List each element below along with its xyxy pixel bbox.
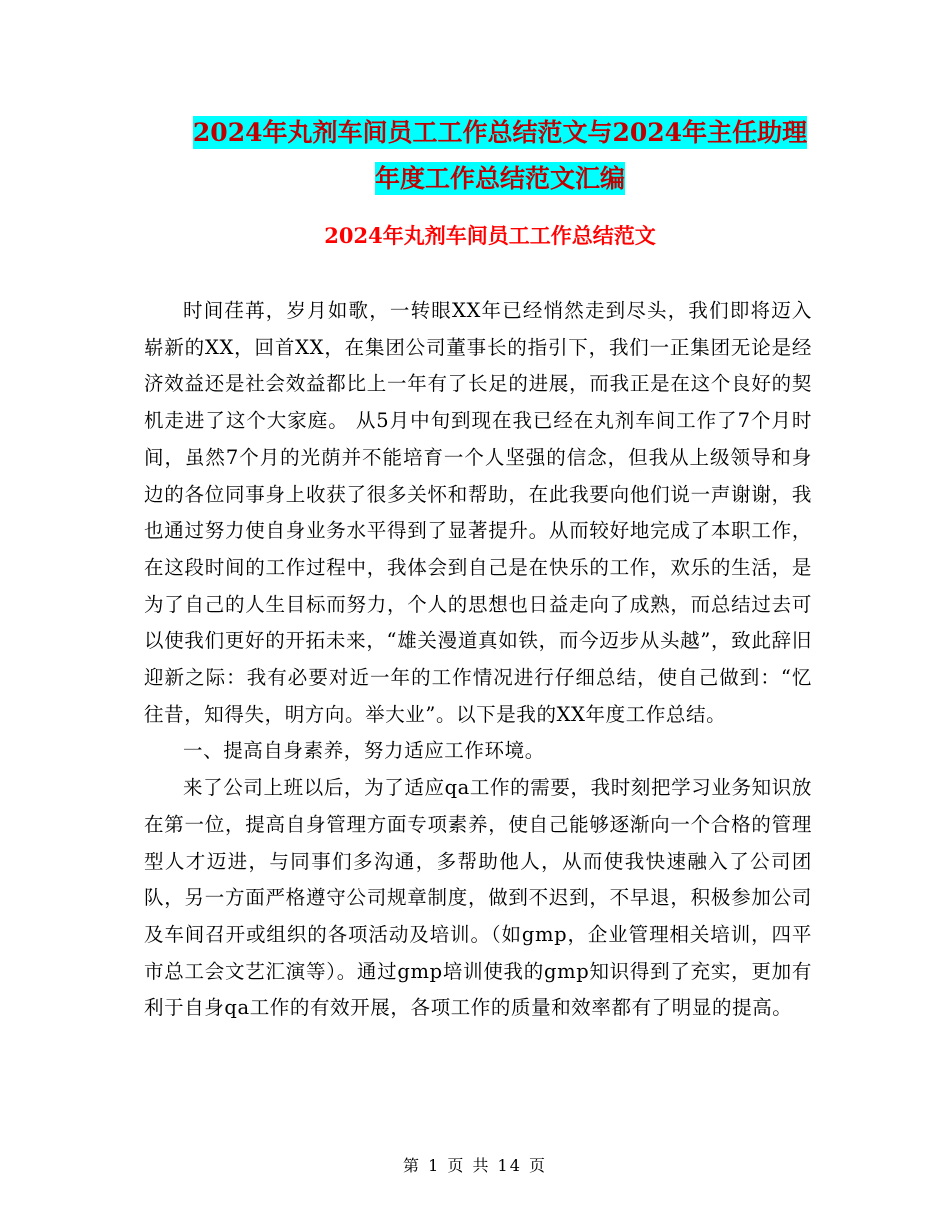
title-line-1: 2024年丸剂车间员工工作总结范文与2024年主任助理 xyxy=(192,118,808,147)
document-body xyxy=(144,293,812,1027)
document-title xyxy=(140,110,860,202)
page-footer xyxy=(0,1153,950,1176)
section-heading: 一、提高自身素养，努力适应工作环境。 xyxy=(183,739,545,763)
body-paragraph: 时间荏苒，岁月如歌，一转眼XX年已经悄然走到尽头，我们即将迈入崭新的XX，回首XX，在集团公司董事长的指引下，我们一正集团无论是经济效益还是社会效益都比上一年有了长足的进展，而我正是在这个良好的契机走进了这个大家庭。 从5月中旬到现在我已经在丸剂车间工作了7个月时间，虽然7个月的光荫并不能培育一个人坚强的信念，但我从上级领导和身边的各位同事身上收获了很多关怀和帮助，在此我要向他们说一声谢谢，我也通过努力使自身业务水平得到了显著提升。从而较好地完成了本职工作，在这段时间的工作过程中，我体会到自己是在快乐的工作，欢乐的生活，是为了自己的人生目标而努力，个人的思想也日益走向了成熟，而总结过去可以使我们更好的开拓未来，“雄关漫道真如铁，而今迈步从头越”，致此辞旧迎新之际：我有必要对近一年的工作情况进行仔细总结，使自己做到：“忆往昔，知得失，明方向。举大业”。以下是我的XX年度工作总结。 xyxy=(144,299,812,726)
body-paragraph: 来了公司上班以后，为了适应qa工作的需要，我时刻把学习业务知识放在第一位，提高自身管理方面专项素养，使自己能够逐渐向一个合格的管理型人才迈进，与同事们多沟通，多帮助他人，从而使我快速融入了公司团队，另一方面严格遵守公司规章制度，做到不迟到，不早退，积极参加公司及车间召开或组织的各项活动及培训。（如gmp，企业管理相关培训，四平市总工会文艺汇演等）。通过gmp培训使我的gmp知识得到了充实，更加有利于自身qa工作的有效开展，各项工作的质量和效率都有了明显的提高。 xyxy=(144,776,812,1020)
title-line-2: 年度工作总结范文汇编 xyxy=(374,164,625,193)
page-number-label: 第 1 页 共 14 页 xyxy=(403,1156,547,1175)
section-subtitle: 2024年丸剂车间员工工作总结范文 xyxy=(324,223,656,248)
